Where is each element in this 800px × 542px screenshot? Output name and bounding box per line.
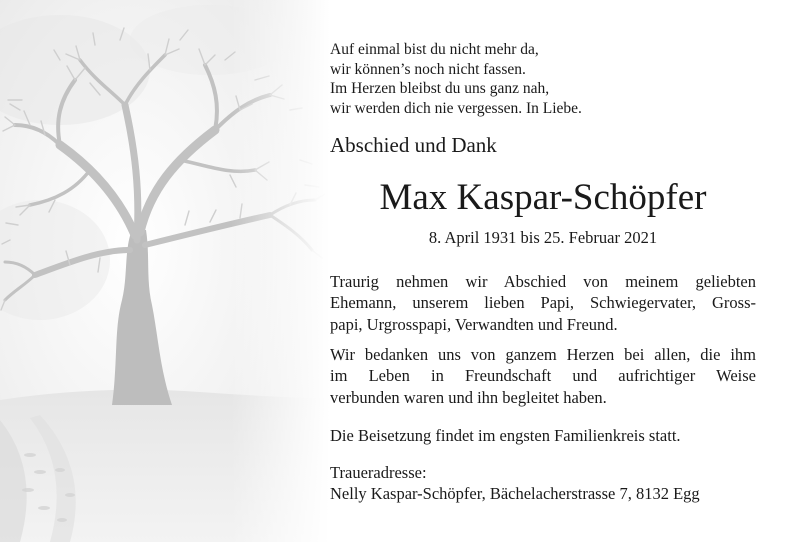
paragraph-line: verbunden waren und ihn begleitet haben. — [330, 387, 607, 407]
paragraph-line: papi, Urgrosspapi, Verwandten und Freund. — [330, 314, 618, 334]
mourning-paragraph — [330, 271, 756, 335]
winter-tree-icon — [0, 0, 330, 542]
paragraph-line: Ehemann, unserem lieben Papi, Schwiegervater, Gross- — [330, 293, 756, 313]
address-line: Nelly Kaspar-Schöpfer, Bächelacherstrasse 7, 8132 Egg — [330, 484, 700, 504]
address-label: Traueradresse: — [330, 463, 427, 482]
thanks-paragraph — [330, 344, 756, 408]
paragraph-line: Wir bedanken uns von ganzem Herzen bei allen, die ihm — [330, 345, 756, 364]
mourning-address — [330, 462, 700, 505]
life-dates: 8. April 1931 bis 25. Februar 2021 — [428, 228, 658, 247]
paragraph-line: Die Beisetzung findet im engsten Familienkreis statt. — [330, 426, 681, 445]
memorial-poem — [330, 40, 582, 118]
paragraph-line: Traurig nehmen wir Abschied von meinem geliebten — [330, 272, 756, 291]
deceased-name: Max Kaspar-Schöpfer — [379, 177, 707, 218]
poem-line: Auf einmal bist du nicht mehr da, — [330, 41, 539, 58]
poem-line: wir werden dich nie vergessen. In Liebe. — [330, 99, 582, 117]
poem-line: wir können’s noch nicht fassen. — [330, 60, 526, 78]
burial-paragraph — [330, 425, 756, 446]
farewell-heading: Abschied und Dank — [330, 133, 497, 157]
paragraph-line: im Leben in Freundschaft und aufrichtiger Weise — [330, 366, 756, 386]
poem-line: Im Herzen bleibst du uns ganz nah, — [330, 80, 550, 97]
